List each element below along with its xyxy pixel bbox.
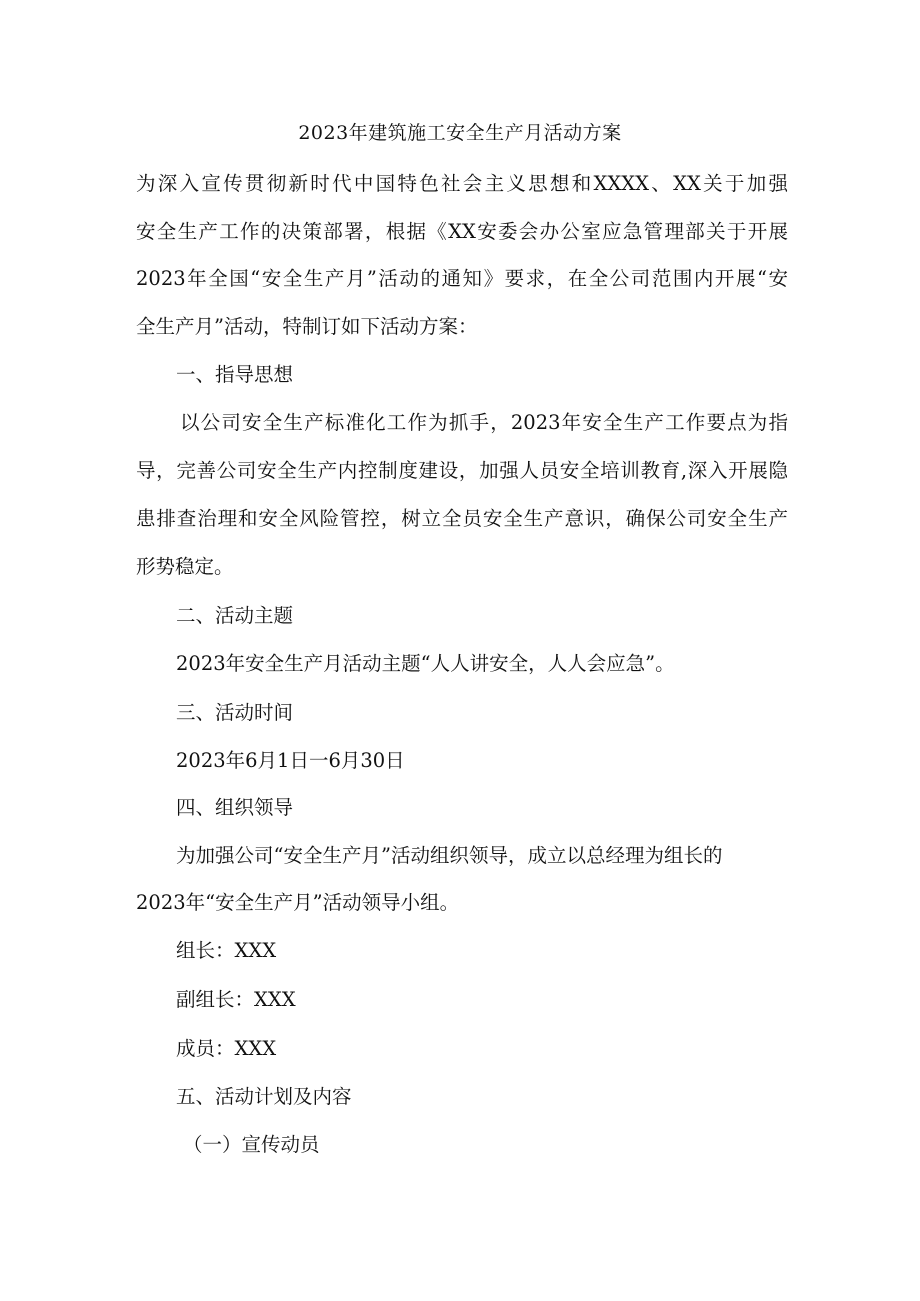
intro-line-1: 为深入宣传贯彻新时代中国特色社会主义思想和XXXX、XX关于加强 xyxy=(136,172,788,195)
section-1-heading: 一、指导思想 xyxy=(176,363,294,386)
section-5-sub-1: （一）宣传动员 xyxy=(183,1133,320,1156)
section-4-line-1: 为加强公司“安全生产月”活动组织领导，成立以总经理为组长的 xyxy=(176,844,723,867)
section-2-heading: 二、活动主题 xyxy=(176,604,294,627)
group-leader: 组长：XXX xyxy=(176,939,277,962)
section-2-text: 2023年安全生产月活动主题“人人讲安全，人人会应急”。 xyxy=(176,652,675,675)
section-1-line-4: 形势稳定。 xyxy=(136,555,234,578)
section-4-line-2: 2023年“安全生产月”活动领导小组。 xyxy=(136,891,460,914)
intro-line-4: 全生产月”活动，特制订如下活动方案： xyxy=(136,315,478,338)
document-title: 2023年建筑施工安全生产月活动方案 xyxy=(298,122,622,144)
section-1-line-3: 患排查治理和安全风险管控，树立全员安全生产意识，确保公司安全生产 xyxy=(136,507,788,530)
intro-line-2: 安全生产工作的决策部署，根据《XX安委会办公室应急管理部关于开展 xyxy=(136,220,788,243)
group-deputy-leader: 副组长：XXX xyxy=(176,988,296,1011)
section-5-heading: 五、活动计划及内容 xyxy=(176,1085,352,1108)
section-4-heading: 四、组织领导 xyxy=(176,796,294,819)
section-1-line-2: 导，完善公司安全生产内控制度建设，加强人员安全培训教育,深入开展隐 xyxy=(136,459,788,482)
section-1-line-1: 以公司安全生产标准化工作为抓手，2023年安全生产工作要点为指 xyxy=(180,411,788,434)
intro-line-3: 2023年全国“安全生产月”活动的通知》要求，在全公司范围内开展“安 xyxy=(136,267,788,290)
section-3-text: 2023年6月1日一6月30日 xyxy=(176,749,405,772)
group-members: 成员：XXX xyxy=(176,1037,277,1060)
section-3-heading: 三、活动时间 xyxy=(176,701,294,724)
